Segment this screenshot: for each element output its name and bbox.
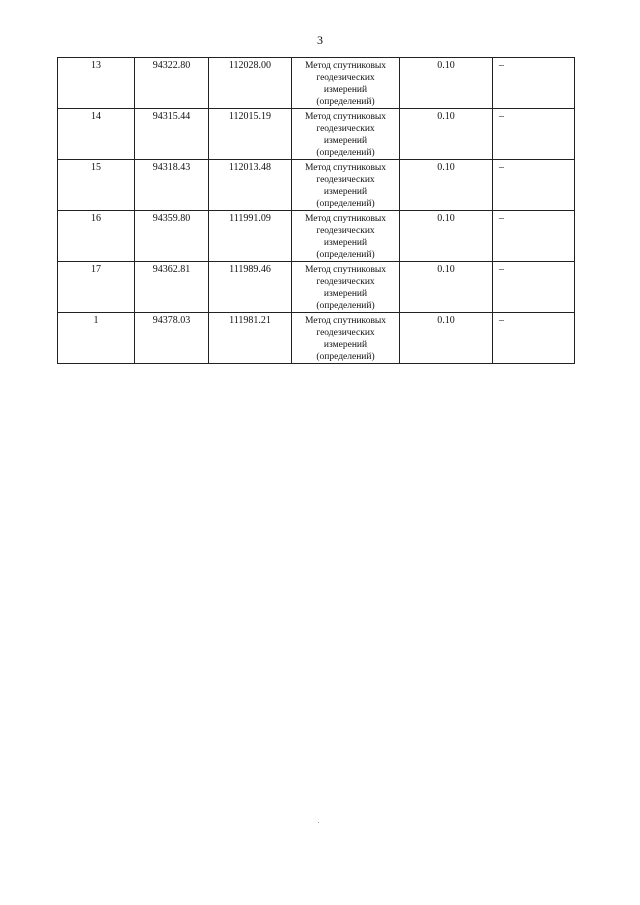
coordinate-y-cell: 112028.00 [209, 58, 292, 109]
note-cell: – [493, 313, 575, 364]
method-cell: Метод спутниковых геодезических измерений (определений) [292, 211, 400, 262]
coordinate-x-cell: 94378.03 [135, 313, 209, 364]
coordinate-y-cell: 112015.19 [209, 109, 292, 160]
coordinate-x-cell: 94315.44 [135, 109, 209, 160]
note-cell: – [493, 160, 575, 211]
note-cell: – [493, 211, 575, 262]
note-cell: – [493, 109, 575, 160]
coordinate-x-cell: 94359.80 [135, 211, 209, 262]
table-row [58, 262, 575, 313]
point-number-cell: 16 [58, 211, 135, 262]
point-number-cell: 15 [58, 160, 135, 211]
accuracy-cell: 0.10 [400, 313, 493, 364]
coordinate-x-cell: 94322.80 [135, 58, 209, 109]
accuracy-cell: 0.10 [400, 211, 493, 262]
point-number-cell: 17 [58, 262, 135, 313]
point-number-cell: 13 [58, 58, 135, 109]
table-row [58, 109, 575, 160]
accuracy-cell: 0.10 [400, 109, 493, 160]
coordinate-x-cell: 94318.43 [135, 160, 209, 211]
accuracy-cell: 0.10 [400, 262, 493, 313]
table-row [58, 160, 575, 211]
accuracy-cell: 0.10 [400, 160, 493, 211]
table-row [58, 313, 575, 364]
note-cell: – [493, 262, 575, 313]
coordinate-x-cell: 94362.81 [135, 262, 209, 313]
table-row [58, 211, 575, 262]
point-number-cell: 14 [58, 109, 135, 160]
method-cell: Метод спутниковых геодезических измерений (определений) [292, 313, 400, 364]
method-cell: Метод спутниковых геодезических измерений (определений) [292, 160, 400, 211]
table-row [58, 58, 575, 109]
coordinate-y-cell: 111991.09 [209, 211, 292, 262]
note-cell: – [493, 58, 575, 109]
scan-speck [318, 822, 319, 823]
method-cell: Метод спутниковых геодезических измерений (определений) [292, 262, 400, 313]
method-cell: Метод спутниковых геодезических измерений (определений) [292, 58, 400, 109]
coordinate-y-cell: 111981.21 [209, 313, 292, 364]
point-number-cell: 1 [58, 313, 135, 364]
coordinates-table [57, 57, 575, 364]
method-cell: Метод спутниковых геодезических измерений (определений) [292, 109, 400, 160]
accuracy-cell: 0.10 [400, 58, 493, 109]
page-number: 3 [317, 33, 323, 47]
coordinate-y-cell: 111989.46 [209, 262, 292, 313]
coordinate-y-cell: 112013.48 [209, 160, 292, 211]
